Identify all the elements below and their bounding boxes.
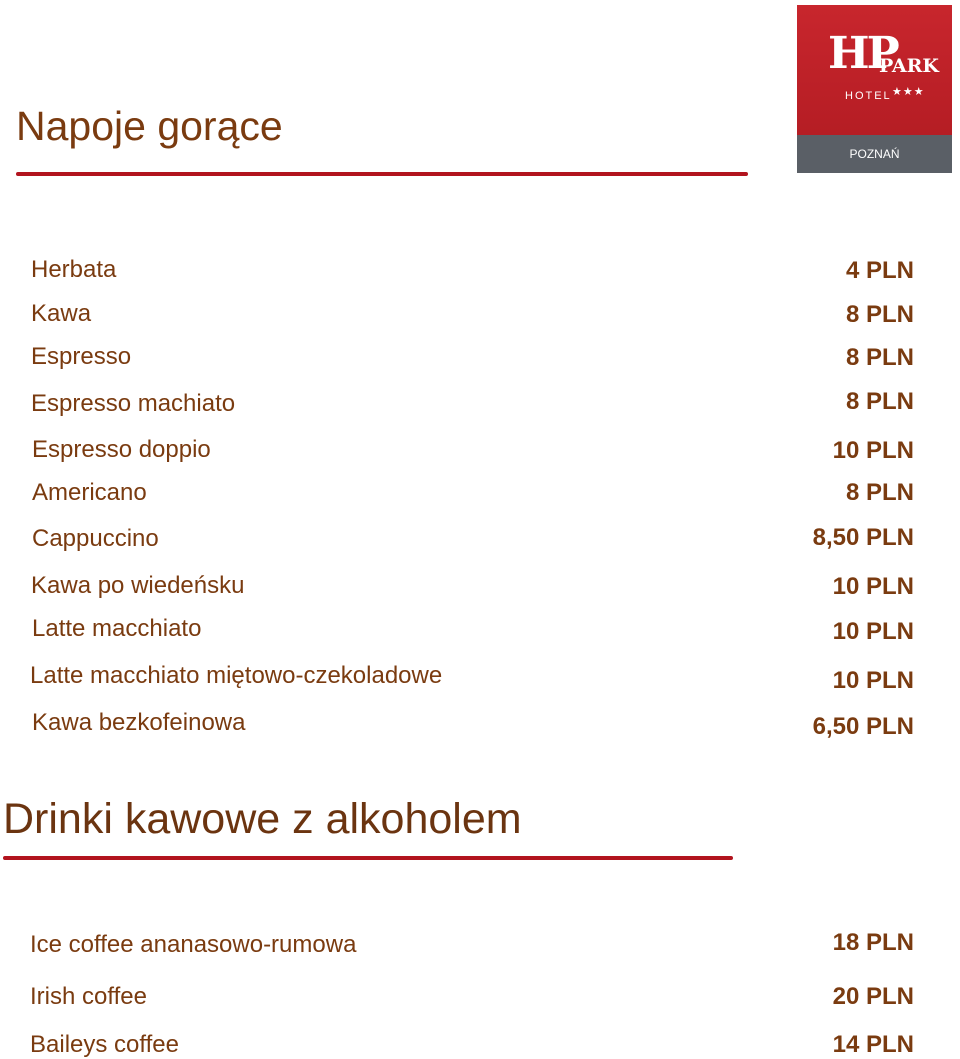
menu-item-name: Irish coffee	[30, 983, 147, 1010]
menu-item-name: Baileys coffee	[30, 1031, 179, 1058]
menu-item-name: Kawa	[31, 300, 92, 327]
hotel-logo	[797, 5, 952, 173]
menu-item-price: 6,50 PLN	[812, 713, 914, 740]
menu-item-price: 10 PLN	[832, 437, 914, 464]
menu-item-name: Espresso machiato	[31, 390, 236, 417]
menu-item-name: Latte macchiato	[32, 615, 202, 642]
menu-item-name: Ice coffee ananasowo-rumowa	[30, 931, 357, 958]
logo-brand: PARK	[879, 55, 939, 77]
menu-item-price: 4 PLN	[845, 257, 914, 284]
section-divider	[3, 856, 733, 860]
menu-item-price: 10 PLN	[832, 618, 914, 645]
menu-item-price: 14 PLN	[832, 1031, 914, 1058]
menu-item-price: 8 PLN	[845, 344, 914, 371]
menu-item-price: 18 PLN	[832, 929, 914, 956]
menu-item-price: 20 PLN	[832, 983, 914, 1010]
menu-item-name: Kawa po wiedeńsku	[31, 572, 245, 599]
menu-item-name: Americano	[32, 479, 147, 506]
menu-item-name: Kawa bezkofeinowa	[32, 709, 246, 736]
menu-item-price: 8 PLN	[845, 479, 914, 506]
logo-stars-icon: ★★★	[892, 86, 925, 98]
menu-item-name: Espresso	[31, 343, 132, 370]
menu-item-price: 8 PLN	[845, 388, 914, 415]
menu-item-price: 10 PLN	[832, 667, 914, 694]
logo-mark: HP	[828, 28, 897, 79]
logo-city: POZNAŃ	[849, 147, 900, 161]
section-title-hot-drinks: Napoje gorące	[16, 103, 283, 149]
menu-item-price: 8 PLN	[845, 301, 914, 328]
menu-item-name: Herbata	[31, 256, 117, 283]
section-divider	[16, 172, 748, 176]
menu-item-price: 8,50 PLN	[812, 524, 914, 551]
logo-hotel-text: HOTEL	[845, 90, 892, 102]
menu-item-price: 10 PLN	[832, 573, 914, 600]
menu-item-name: Cappuccino	[32, 525, 159, 552]
menu-item-name: Latte macchiato miętowo-czekoladowe	[30, 662, 443, 689]
menu-item-name: Espresso doppio	[32, 436, 211, 463]
section-title-coffee-drinks: Drinki kawowe z alkoholem	[3, 795, 522, 843]
